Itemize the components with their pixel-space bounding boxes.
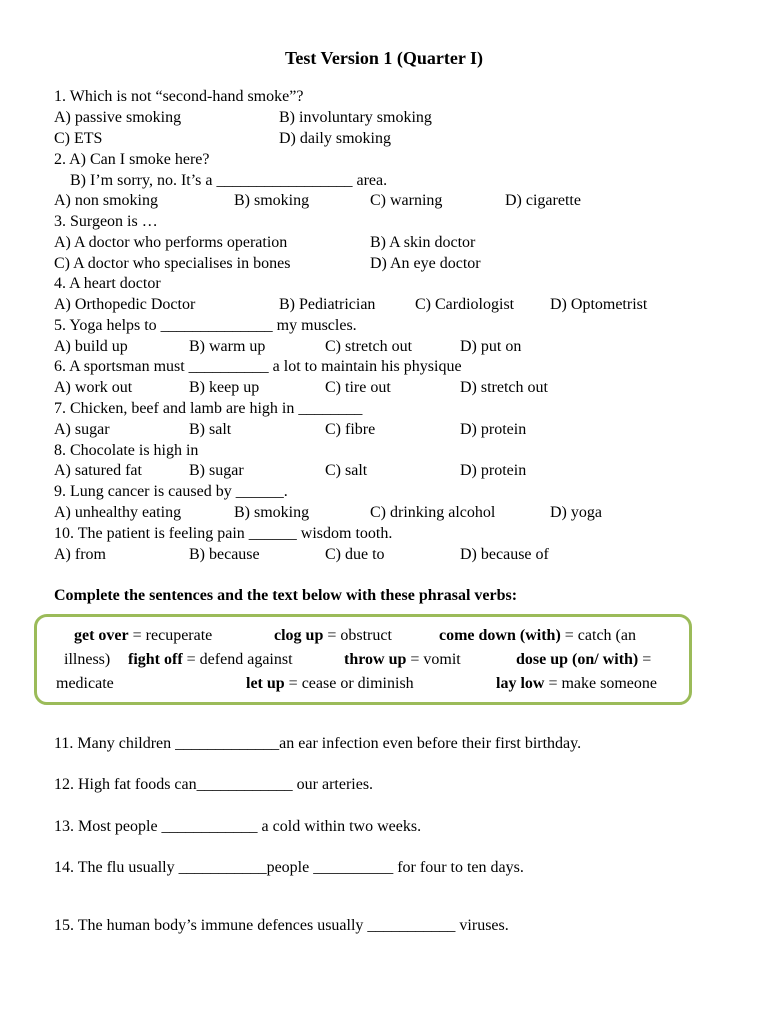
text-cell: B) keep up	[189, 379, 260, 396]
text-line	[0, 858, 768, 878]
text-cell: D) stretch out	[460, 379, 548, 396]
text-cell: A) Orthopedic Doctor	[54, 296, 196, 313]
text-line	[0, 274, 768, 294]
text-line	[0, 150, 768, 170]
phrasal-verb-line	[0, 674, 768, 694]
phrasal-verb-meaning: = cease or diminish	[284, 675, 414, 692]
text-line	[0, 817, 768, 837]
text-cell: 14. The flu usually ___________people __________ for four to ten days.	[54, 859, 524, 876]
text-cell: C) stretch out	[325, 338, 413, 355]
phrasal-verb-meaning: = catch (an	[560, 627, 636, 644]
text-line	[0, 378, 768, 398]
text-cell: A) build up	[54, 338, 128, 355]
phrasal-verb: throw up	[344, 651, 407, 668]
text-cell: C) salt	[325, 462, 368, 479]
text-cell: D) yoga	[550, 504, 602, 521]
text-cell: 11. Many children _____________an ear infection even before their first birthday.	[54, 735, 582, 752]
text-cell: D) protein	[460, 462, 527, 479]
text-cell: 3. Surgeon is …	[54, 213, 158, 230]
text-cell: A) A doctor who performs operation	[54, 234, 288, 251]
text-line	[0, 357, 768, 377]
phrasal-verb-entry	[56, 674, 114, 694]
text-cell: A) from	[54, 546, 106, 563]
phrasal-verb-entry	[496, 674, 657, 694]
text-cell: 2. A) Can I smoke here?	[54, 151, 210, 168]
text-line	[0, 254, 768, 274]
text-cell: 8. Chocolate is high in	[54, 442, 199, 459]
text-line	[0, 337, 768, 357]
text-cell: 5. Yoga helps to ______________ my muscles.	[54, 317, 357, 334]
text-cell: 15. The human body’s immune defences usually ___________ viruses.	[54, 917, 509, 934]
text-line	[0, 87, 768, 107]
text-line	[0, 775, 768, 795]
page-title: Test Version 1 (Quarter I)	[285, 48, 483, 68]
text-cell: D) Optometrist	[550, 296, 648, 313]
text-line	[0, 212, 768, 232]
phrasal-verb-entry	[274, 626, 392, 646]
text-cell: 6. A sportsman must __________ a lot to maintain his physique	[54, 358, 462, 375]
phrasal-verb-meaning: = vomit	[406, 651, 461, 668]
text-line	[0, 171, 768, 191]
text-cell: 13. Most people ____________ a cold within two weeks.	[54, 818, 422, 835]
text-cell: A) work out	[54, 379, 133, 396]
text-cell: B) because	[189, 546, 260, 563]
phrasal-verb: clog up	[274, 627, 324, 644]
text-cell: C) warning	[370, 192, 443, 209]
text-cell: 4. A heart doctor	[54, 275, 161, 292]
text-cell: B) Pediatrician	[279, 296, 376, 313]
text-cell: A) passive smoking	[54, 109, 182, 126]
text-cell: C) ETS	[54, 130, 103, 147]
text-line	[0, 191, 768, 211]
text-cell: B) A skin doctor	[370, 234, 476, 251]
text-cell: D) cigarette	[505, 192, 581, 209]
phrasal-verb-meaning: =	[638, 651, 652, 668]
text-cell: B) involuntary smoking	[279, 109, 432, 126]
instruction-heading: Complete the sentences and the text below with these phrasal verbs:	[54, 587, 518, 604]
text-line	[0, 503, 768, 523]
phrasal-verb-meaning: = defend against	[182, 651, 293, 668]
text-line	[0, 399, 768, 419]
text-cell: D) protein	[460, 421, 527, 438]
phrasal-verb-entry	[516, 650, 651, 670]
text-cell: D) because of	[460, 546, 549, 563]
phrasal-verb: come down (with)	[439, 627, 561, 644]
text-line	[0, 916, 768, 936]
text-cell: C) tire out	[325, 379, 391, 396]
text-line	[0, 482, 768, 502]
text-cell: C) fibre	[325, 421, 376, 438]
phrasal-verb-meaning: = obstruct	[323, 627, 392, 644]
phrasal-verb: fight off	[128, 651, 183, 668]
text-line	[0, 545, 768, 565]
text-line	[0, 129, 768, 149]
text-cell: A) non smoking	[54, 192, 158, 209]
text-line	[0, 461, 768, 481]
phrasal-verb: lay low	[496, 675, 545, 692]
phrasal-verb-line	[0, 626, 768, 646]
text-cell: C) due to	[325, 546, 385, 563]
text-cell: 1. Which is not “second-hand smoke”?	[54, 88, 304, 105]
text-cell: 9. Lung cancer is caused by ______.	[54, 483, 288, 500]
phrasal-verb-entry	[74, 626, 212, 646]
text-cell: A) unhealthy eating	[54, 504, 182, 521]
text-cell: C) A doctor who specialises in bones	[54, 255, 291, 272]
phrasal-verb-entry	[64, 650, 110, 670]
phrasal-verb: dose up (on/ with)	[516, 651, 639, 668]
text-cell: B) sugar	[189, 462, 244, 479]
phrasal-verb-entry	[128, 650, 293, 670]
text-cell: 7. Chicken, beef and lamb are high in ________	[54, 400, 363, 417]
phrasal-verb-meaning: illness)	[64, 651, 111, 668]
phrasal-verb-entry	[344, 650, 461, 670]
text-cell: C) Cardiologist	[415, 296, 515, 313]
phrasal-verb-entry	[439, 626, 636, 646]
text-cell: B) I’m sorry, no. It’s a _________________ area.	[70, 172, 388, 189]
text-cell: D) put on	[460, 338, 522, 355]
text-cell: B) salt	[189, 421, 232, 438]
phrasal-verb-meaning: = make someone	[544, 675, 657, 692]
text-line	[0, 233, 768, 253]
text-line	[0, 441, 768, 461]
phrasal-verb-meaning: medicate	[56, 675, 114, 692]
text-line	[0, 734, 768, 754]
phrasal-verb-entry	[246, 674, 414, 694]
text-cell: D) An eye doctor	[370, 255, 481, 272]
phrasal-verb: get over	[74, 627, 129, 644]
text-cell: A) sugar	[54, 421, 110, 438]
phrasal-verb-line	[0, 650, 768, 670]
text-line	[0, 420, 768, 440]
text-line	[0, 108, 768, 128]
text-cell: B) smoking	[234, 192, 310, 209]
text-line	[0, 295, 768, 315]
phrasal-verb: let up	[246, 675, 285, 692]
text-cell: 12. High fat foods can____________ our arteries.	[54, 776, 374, 793]
text-line	[0, 316, 768, 336]
text-cell: B) smoking	[234, 504, 310, 521]
text-cell: D) daily smoking	[279, 130, 391, 147]
text-cell: B) warm up	[189, 338, 266, 355]
text-line	[0, 524, 768, 544]
text-cell: C) drinking alcohol	[370, 504, 496, 521]
text-cell: A) satured fat	[54, 462, 142, 479]
text-cell: 10. The patient is feeling pain ______ wisdom tooth.	[54, 525, 393, 542]
phrasal-verb-meaning: = recuperate	[128, 627, 213, 644]
